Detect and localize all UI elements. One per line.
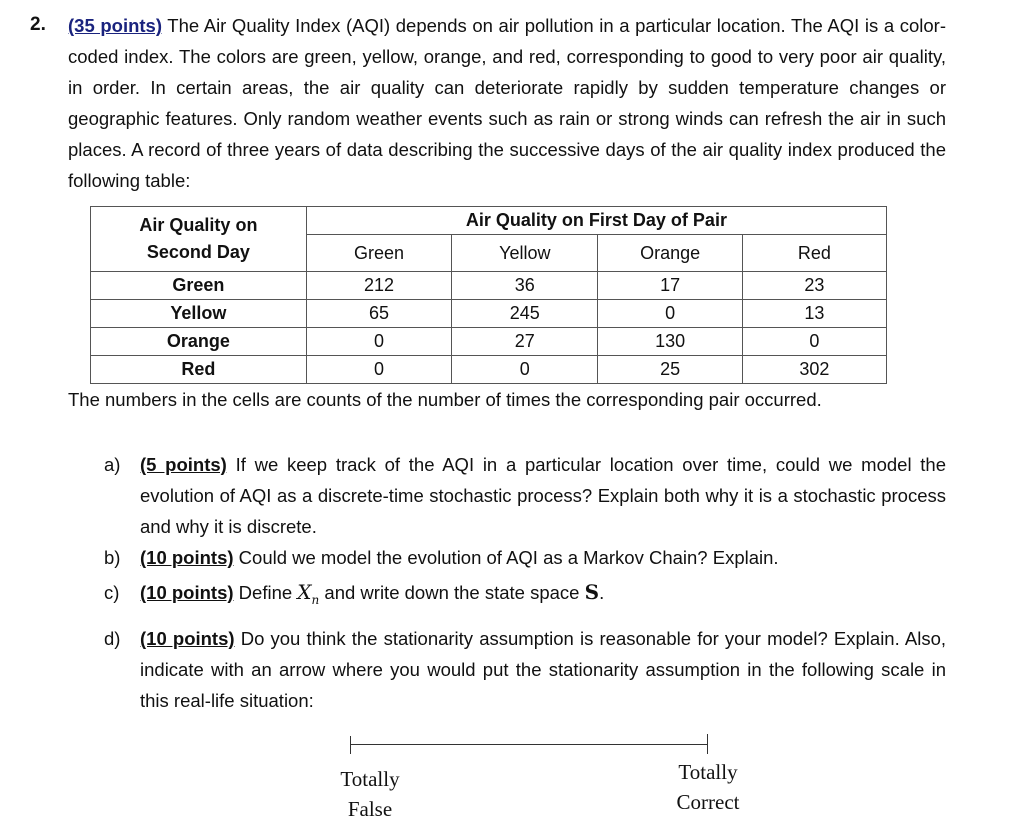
part-c <box>100 577 946 616</box>
row-label: Green <box>91 272 307 300</box>
aqi-transition-table <box>90 206 887 384</box>
part-c-text-before: Define <box>233 582 298 603</box>
part-a <box>100 449 946 542</box>
scale-left-label <box>330 764 410 824</box>
question-intro-text: The Air Quality Index (AQI) depends on air pollution in a particular location. The AQI is a color-coded index. The colors are green, yellow, orange, and red, corresponding to good to very poor air quality, in order. In certain areas, the air quality can deteriorate rapidly by sudden temperature changes or geographic features. Only random weather events such as rain or strong winds can refresh the air in such places. A record of three years of data describing the successive days of the air quality index produced the following table: <box>68 15 946 191</box>
part-a-label: a) <box>104 454 121 475</box>
question-points: (35 points) <box>68 15 162 36</box>
table-group-header: Air Quality on First Day of Pair <box>306 207 886 235</box>
scale-right-label <box>663 757 753 817</box>
table-cell: 27 <box>452 328 598 356</box>
column-header-green: Green <box>306 235 451 272</box>
part-b-text: Could we model the evolution of AQI as a Markov Chain? Explain. <box>233 547 779 568</box>
math-variable-x <box>297 580 320 607</box>
part-c-label: c) <box>104 582 120 603</box>
table-cell: 13 <box>742 300 886 328</box>
math-x: X <box>297 580 312 604</box>
table-cell: 0 <box>598 300 742 328</box>
scale-right-label-line-2: Correct <box>676 790 740 814</box>
question-number: 2. <box>30 14 46 35</box>
table-cell: 0 <box>306 356 451 384</box>
sub-questions <box>100 449 946 716</box>
part-d-text: Do you think the stationarity assumption is reasonable for your model? Explain. Also, indicate with an arrow where you would put the stationarity assumption in the following scale in this real-life situation: <box>140 628 946 711</box>
part-a-text: If we keep track of the AQI in a particular location over time, could we model the evolution of AQI as a discrete-time stochastic process? Explain both why it is a stochastic process and why it is discrete. <box>140 454 946 537</box>
part-d <box>100 623 946 716</box>
part-b-points: (10 points) <box>140 547 234 568</box>
table-cell: 0 <box>452 356 598 384</box>
table-cell: 130 <box>598 328 742 356</box>
scale-line[interactable] <box>350 744 708 745</box>
column-header-red: Red <box>742 235 886 272</box>
row-label: Red <box>91 356 307 384</box>
scale-right-tick <box>707 734 708 754</box>
table-cell: 65 <box>306 300 451 328</box>
table-note: The numbers in the cells are counts of the number of times the corresponding pair occurred. <box>68 389 822 410</box>
column-header-orange: Orange <box>598 235 742 272</box>
part-b-label: b) <box>104 547 121 568</box>
corner-line-2: Second Day <box>146 242 250 262</box>
table-row <box>91 272 887 300</box>
stationarity-scale <box>330 726 770 826</box>
part-b <box>100 542 946 573</box>
part-c-text-mid: and write down the state space <box>319 582 585 603</box>
scale-left-label-line-2: False <box>347 797 393 821</box>
table-row <box>91 356 887 384</box>
part-a-points: (5 points) <box>140 454 227 475</box>
part-d-label: d) <box>104 628 121 649</box>
table-cell: 36 <box>452 272 598 300</box>
table-cell: 25 <box>598 356 742 384</box>
row-label: Yellow <box>91 300 307 328</box>
table-cell: 0 <box>306 328 451 356</box>
part-d-points: (10 points) <box>140 628 235 649</box>
column-header-yellow: Yellow <box>452 235 598 272</box>
row-label: Orange <box>91 328 307 356</box>
part-c-text-end: . <box>599 582 605 603</box>
scale-right-label-line-1: Totally <box>678 760 738 784</box>
question-intro <box>68 10 946 196</box>
math-subscript-n: n <box>311 593 320 607</box>
table-cell: 212 <box>306 272 451 300</box>
scale-left-label-line-1: Totally <box>340 767 400 791</box>
table-cell: 17 <box>598 272 742 300</box>
table-cell: 23 <box>742 272 886 300</box>
table-row <box>91 328 887 356</box>
table-cell: 245 <box>452 300 598 328</box>
scale-left-tick <box>350 736 351 754</box>
state-space-symbol: S <box>584 580 600 604</box>
table-row <box>91 300 887 328</box>
part-c-points: (10 points) <box>140 582 234 603</box>
table-cell: 0 <box>742 328 886 356</box>
table-cell: 302 <box>742 356 886 384</box>
corner-line-1: Air Quality on <box>139 215 258 235</box>
table-corner-header <box>91 207 307 272</box>
